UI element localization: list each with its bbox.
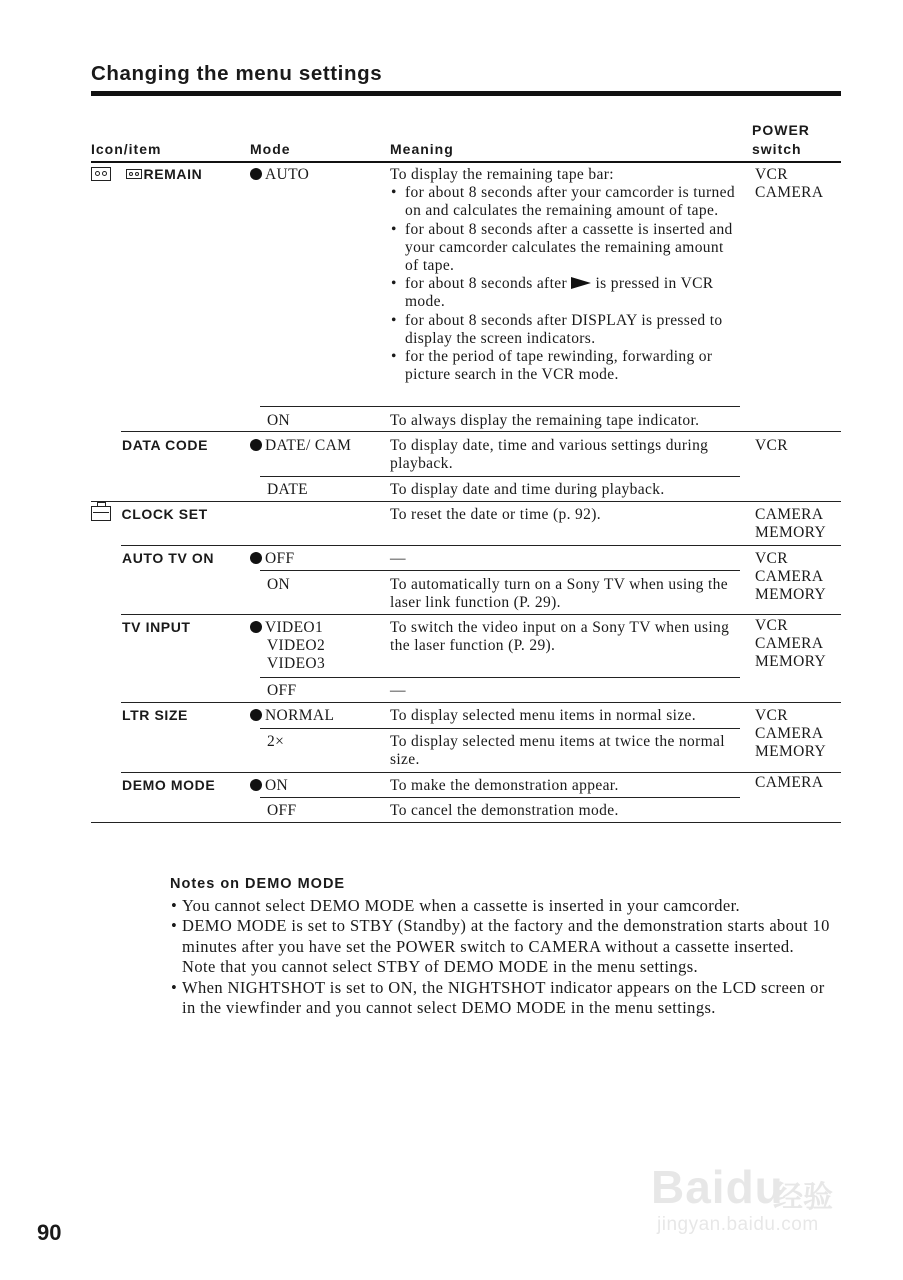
notes-list [170,896,842,1018]
note-item: • DEMO MODE is set to STBY (Standby) at the factory and the demonstration starts about 10 minutes after you have set the POWER switch to CAMERA without a cassette inserted. [170,916,842,957]
data-code-power: VCR [755,437,788,454]
watermark-url: jingyan.baidu.com [657,1214,819,1235]
ltr-size-label: LTR SIZE [122,707,188,723]
notes-title: Notes on DEMO MODE [170,876,346,892]
data-code-meaning1: To display date, time and various settings during playback. [390,437,709,473]
toolbox-icon [91,506,111,521]
note-line: Note that you cannot select STBY of DEMO MODE in the menu settings. [182,957,699,977]
watermark-logo: Baidu [651,1161,784,1213]
header-icon-item: Icon/item [91,141,162,157]
row-rule [91,501,841,502]
table-bottom-rule [91,822,841,823]
data-code-label: DATA CODE [122,437,209,453]
demo-mode-mode2: OFF [267,802,297,819]
remain-auto-intro: To display the remaining tape bar: [390,166,614,183]
auto-tv-on-mode2: ON [267,576,291,593]
row-rule [121,772,841,773]
auto-tv-on-meaning1: — [390,550,406,567]
header-power-switch: POWER switch [752,122,810,157]
auto-tv-on-power: VCR CAMERA MEMORY [755,550,827,604]
ltr-size-meaning2: To display selected menu items at twice the normal size. [390,733,725,769]
auto-tv-on-meaning2: To automatically turn on a Sony TV when using the laser link function (P. 29). [390,576,728,612]
row-rule [260,728,740,729]
default-marker-icon [250,439,262,451]
demo-mode-meaning1: To make the demonstration appear. [390,777,619,794]
cassette-tape-icon [91,167,111,181]
ltr-size-mode2: 2× [267,733,285,750]
header-meaning: Meaning [390,141,454,157]
auto-tv-on-label: AUTO TV ON [122,550,215,566]
auto-tv-on-mode1: OFF [250,550,294,568]
tv-input-label: TV INPUT [122,619,191,635]
default-marker-icon [250,621,262,633]
table-header-rule [91,161,841,163]
clock-set-power: CAMERA MEMORY [755,506,827,542]
default-marker-icon [250,779,262,791]
clock-set-label: CLOCK SET [121,506,208,522]
demo-mode-power: CAMERA [755,774,824,791]
remain-bullet: • for about 8 seconds after DISPLAY is pressed to display the screen indicators. [390,312,736,348]
remain-bullet-play: • for about 8 seconds after is pressed in VCR mode. [390,275,736,311]
data-code-meaning2: To display date and time during playback. [390,481,665,498]
row-rule [121,702,841,703]
row-rule [260,570,740,571]
default-marker-icon [250,552,262,564]
row-rule [121,431,841,432]
clock-set-item [91,506,208,522]
note-item: • When NIGHTSHOT is set to ON, the NIGHTSHOT indicator appears on the LCD screen or in the viewfinder and you cannot select DEMO MODE in the menu settings. [170,978,842,1019]
clock-set-meaning: To reset the date or time (p. 92). [390,506,601,523]
header-mode: Mode [250,141,291,157]
baidu-watermark [651,1142,851,1247]
data-code-mode2: DATE [267,481,309,498]
page-number: 90 [37,1220,62,1245]
remain-bullet: • for about 8 seconds after a cassette is inserted and your camcorder calculates the remaining amount of tape. [390,221,736,276]
row-rule [260,476,740,477]
row-rule [121,614,841,615]
remain-mode-on: ON [267,412,291,429]
tape-icon [126,169,142,179]
default-marker-icon [250,168,262,180]
remain-on-meaning: To always display the remaining tape indicator. [390,412,700,429]
ltr-size-meaning1: To display selected menu items in normal size. [390,707,696,724]
remain-label: REMAIN [143,166,203,182]
row-rule [260,677,740,678]
remain-item [91,166,202,182]
data-code-mode1: DATE/ CAM [250,437,351,455]
remain-mode-auto: AUTO [250,166,309,184]
row-rule [121,545,841,546]
tv-input-meaning2: — [390,682,406,699]
play-icon [571,277,591,289]
note-item: • You cannot select DEMO MODE when a cassette is inserted in your camcorder. [170,896,842,916]
default-marker-icon [250,709,262,721]
remain-bullet: • for about 8 seconds after your camcorder is turned on and calculates the remaining amount of tape. [390,184,736,220]
demo-mode-mode1: ON [250,777,288,795]
tv-input-power: VCR CAMERA MEMORY [755,617,827,671]
demo-mode-meaning2: To cancel the demonstration mode. [390,802,619,819]
watermark-cn-text: 经验 [773,1181,833,1214]
ltr-size-mode1: NORMAL [250,707,334,725]
section-title: Changing the menu settings [91,62,383,85]
title-rule [91,91,841,96]
ltr-size-power: VCR CAMERA MEMORY [755,707,827,761]
remain-power: VCR CAMERA [755,166,824,202]
tv-input-mode1: VIDEO1 VIDEO2 VIDEO3 [250,619,325,674]
remain-bullet: • for the period of tape rewinding, forwarding or picture search in the VCR mode. [390,348,736,384]
remain-auto-meaning [390,166,736,384]
tv-input-mode2: OFF [267,682,297,699]
row-rule [260,797,740,798]
row-rule [260,406,740,407]
demo-mode-label: DEMO MODE [122,777,216,793]
tv-input-meaning1: To switch the video input on a Sony TV when using the laser function (P. 29). [390,619,730,655]
